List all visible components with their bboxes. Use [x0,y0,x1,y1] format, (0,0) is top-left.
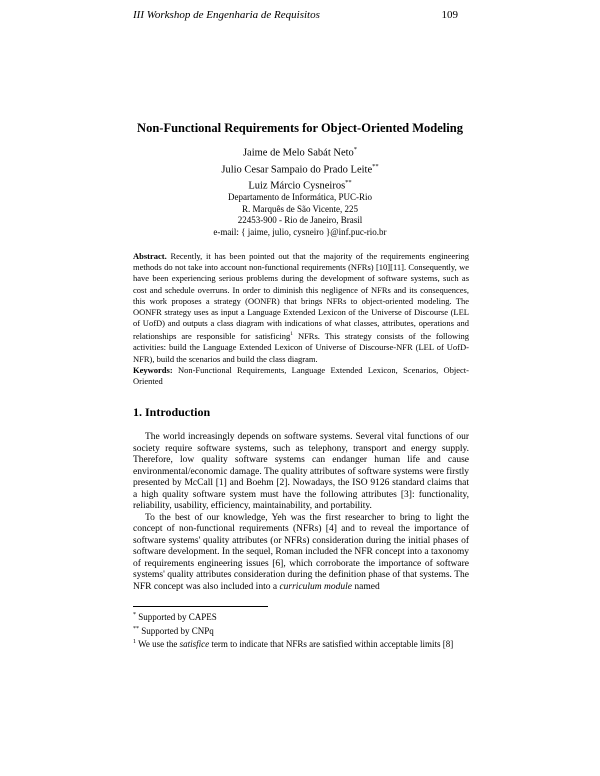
running-header [133,9,458,25]
paper-title: Non-Functional Requirements for Object-Oriented Modeling [137,121,463,135]
keywords-label: Keywords: [133,365,173,375]
footnote: $^1$ We use the satisfice term to indicate that NFRs are satisfied within acceptable limits [8] [133,639,454,649]
footnote: * Supported by CAPES [133,612,217,622]
journal-title: III Workshop de Engenharia de Requisitos [133,9,320,21]
affiliation-line: 22453-900 - Rio de Janeiro, Brasil [237,215,363,225]
paragraph: The world increasingly depends on software systems. Several vital functions of our society require software systems, such as telephony, transport and energy supply. Therefore, low quality software systems can endanger human life and cause environmental/economic damage. The quality attributes of software systems were firstly presented by McCall [1] and Boehm [2]. Nowadays, the ISO 9126 standard claims that a high quality software system must have the following attributes [3]: functionality, reliability, usability, efficiency, maintainability, and portability. [133,432,469,511]
footnote: ** Supported by CNPq [133,625,214,636]
footnotes [133,610,469,651]
affiliation-line: R. Marquês de São Vicente, 225 [241,203,359,214]
section-body [133,432,469,593]
author-list [0,143,600,193]
affiliation-email: e-mail: { jaime, julio, cysneiro }@inf.puc-rio.br [213,226,387,237]
footnote-divider [133,606,268,607]
author-line: Julio Cesar Sampaio do Prado Leite** [221,162,379,175]
keywords: Keywords: Non-Functional Requirements, Language Extended Lexicon, Scenarios, Object-Oriented [133,365,470,387]
abstract-label: Abstract. [133,251,167,261]
section-heading: 1. Introduction [133,405,211,419]
affiliation-block [0,192,600,238]
page-number: 109 [441,9,458,21]
abstract: Abstract. Recently, it has been pointed out that the majority of the requirements engineering methods do not take into account non-functional requirements (NFRs) [10][11]. Consequently, we have been experiencing serious problems during the development of software systems, such as cost and schedule overruns. In order to diminish this negligence of NFRs and its consequences, this work proposes a strategy (OONFR) that brings NFRs to object-oriented modeling. The OONFR strategy uses as input a Language Extended Lexicon of the Universe of Discourse (LEL of UofD) and outputs a class diagram with indications of what classes, attributes, operations and relationships are responsible for satisficing$^1$ NFRs. This strategy consists of the following activities: build the Language Extended Lexicon of Universe of Discourse-NFR (LEL of UofD-NFR), build the scenarios and build the class diagram. [133,251,469,364]
affiliation-line: Departamento de Informática, PUC-Rio [228,192,372,202]
author-line: Luiz Márcio Cysneiros** [248,179,352,192]
footnote-ref: 1 [290,331,293,338]
author-line: Jaime de Melo Sabát Neto* [242,146,358,159]
paragraph: To the best of our knowledge, Yeh was the first researcher to bring to light the concept of non-functional requirements (NFRs) [4] and to reveal the importance of software systems' quality attributes (or NFRs) consideration during the initial phases of software development. In the sequel, Roman included the NFR concept into a taxonomy of requirements engineering issues [6], which corroborate the importance of software systems' quality attributes consideration during the definition phase of that systems. The NFR concept was also included into a curriculum module named [133,512,469,592]
